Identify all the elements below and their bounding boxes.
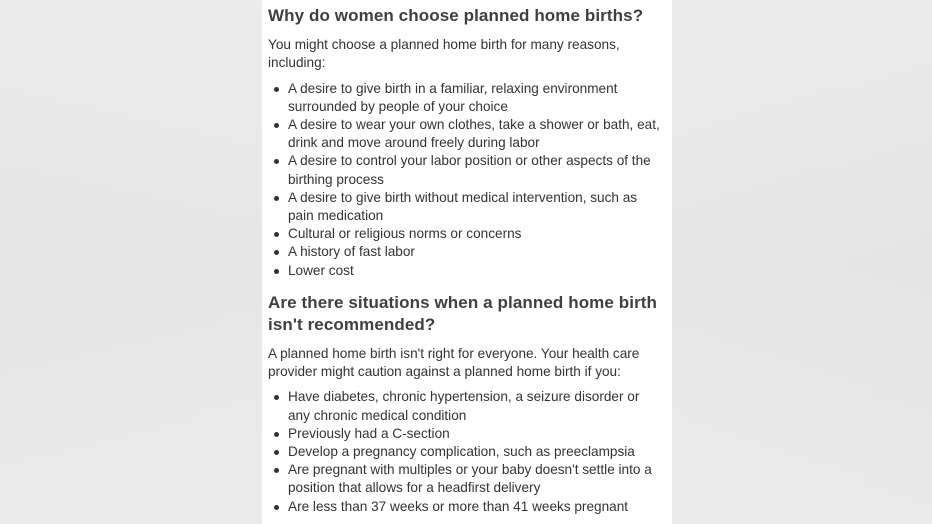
bullet-icon (274, 269, 279, 274)
list-item: A desire to give birth in a familiar, relaxing environment surrounded by people of your choice (288, 80, 672, 116)
section-heading-why: Why do women choose planned home births? (268, 6, 644, 25)
bullet-icon (274, 395, 279, 400)
list-item: A history of fast labor (288, 243, 672, 261)
bullet-icon (274, 505, 279, 510)
list-item: Previously had a C-section (288, 425, 672, 443)
list-item: Cultural or religious norms or concerns (288, 225, 672, 243)
list-item: A desire to control your labor position or other aspects of the birthing process (288, 152, 672, 188)
blurred-background-right (672, 0, 932, 524)
section-intro-why: You might choose a planned home birth for many reasons, including: (268, 37, 620, 71)
bullet-icon (274, 432, 279, 437)
list-item: A desire to wear your own clothes, take a shower or bath, eat, drink and move around freely during labor (288, 116, 672, 152)
bullet-icon (274, 468, 279, 473)
list-item: Lower cost (288, 262, 672, 280)
bullet-icon (274, 159, 279, 164)
section-intro-situations: A planned home birth isn't right for everyone. Your health care provider might caution against a planned home birth if you: (268, 345, 640, 380)
bullet-icon (274, 250, 279, 255)
list-item: A desire to give birth without medical intervention, such as pain medication (288, 189, 672, 225)
bullet-icon (274, 196, 279, 201)
bullet-icon (274, 123, 279, 128)
blurred-background-left (0, 0, 262, 524)
list-item: Are less than 37 weeks or more than 41 weeks pregnant (288, 498, 672, 516)
bullet-icon (274, 450, 279, 455)
list-item: Are pregnant with multiples or your baby doesn't settle into a position that allows for a headfirst delivery (288, 461, 672, 497)
reasons-list (268, 80, 672, 280)
bullet-icon (274, 87, 279, 92)
bullet-icon (274, 232, 279, 237)
list-item: Have diabetes, chronic hypertension, a seizure disorder or any chronic medical condition (288, 388, 672, 424)
list-item: Develop a pregnancy complication, such as preeclampsia (288, 443, 672, 461)
contraindications-list (268, 388, 672, 515)
section-heading-situations: Are there situations when a planned home birth isn't recommended? (268, 292, 658, 334)
article-content (262, 0, 672, 524)
